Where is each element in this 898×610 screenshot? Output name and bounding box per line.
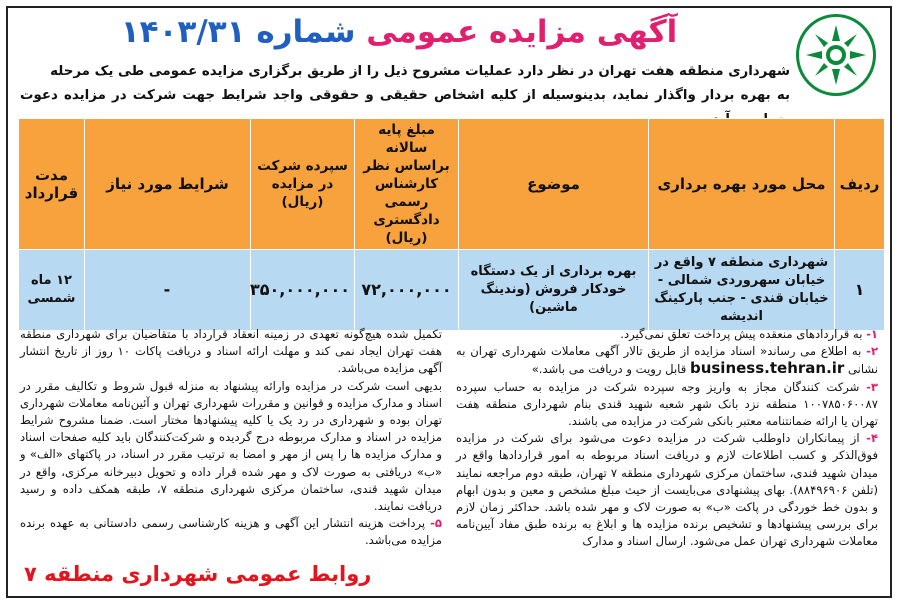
title-number: شماره ۱۴۰۳/۳۱: [120, 14, 356, 50]
header-deposit: سپرده شرکت در مزایده (ریال): [251, 119, 355, 250]
title-main: آگهی مزایده عمومی: [366, 14, 678, 50]
term-item-3: [456, 379, 878, 431]
header-base-price: مبلغ پایه سالانه براساس نظر کارشناس رسمی دادگستری (ریال): [355, 119, 459, 250]
intro-line1: در نظر دارد عملیات مشروح ذیل را از طریق برگزاری مزایده عمومی طی یک مرحله: [50, 64, 599, 79]
tehran-emblem-icon: [804, 23, 868, 87]
header: [8, 8, 890, 60]
header-location: محل مورد بهره برداری: [649, 119, 835, 250]
table-header-row: [19, 119, 885, 250]
term-item-2: [456, 343, 878, 378]
term-item-5: [20, 515, 442, 549]
term-continuation: تکمیل شده هیچ‌گونه تعهدی در زمینه انعقاد قرارداد با متقاضیان برای شهرداری منطقه هفت تهران ایجاد نمی کند و مهلت ارائه اسناد و دریافت پاکات ۱۰ روز از تاریخ انتشار آگهی مزایده می‌باشد.: [20, 327, 442, 376]
municipality-logo: [796, 14, 876, 96]
cell-location: شهرداری منطقه ۷ واقع در خیابان سهروردی شمالی - خیابان قندی - جنب پارکینگ اندیشه: [649, 250, 835, 331]
cell-subject: بهره برداری از یک دستگاه خودکار فروش (وندینگ ماشین): [459, 250, 649, 331]
header-conditions: شرایط مورد نیاز: [85, 119, 251, 250]
term-text: قابل رویت و دریافت می باشد.»: [531, 362, 687, 377]
cell-row-number: ۱: [835, 250, 885, 331]
terms-column-right: [456, 326, 878, 588]
cell-deposit: ۳۵۰,۰۰۰,۰۰۰: [251, 250, 355, 331]
terms-column-left: [20, 326, 442, 588]
term-text: شرکت کنندگان مجاز به واریز وجه سپرده شرکت در مزایده به حساب سپرده ۱۰۰۷۸۵۰۶۰۰۸۷ منطقه نزد بانک شهر شعبه شهید قندی بنام شهرداری منطقه هفت تهران یا ارائه ضمانتنامه معتبر بانکی شرکت در مزایده می باشند.: [456, 379, 878, 429]
auction-table: [18, 118, 885, 331]
term-number: ۵-: [430, 516, 442, 531]
cell-base-price: ۷۲,۰۰۰,۰۰۰: [355, 250, 459, 331]
term-text: پرداخت هزینه انتشار این آگهی و هزینه کارشناسی رسمی دادستانی به عهده برنده مزایده می‌باشد.: [20, 516, 442, 548]
header-row-number: ردیف: [835, 119, 885, 250]
term-item-1: [456, 326, 878, 343]
intro-line2: به بهره بردار واگذار نماید، بدینوسیله از کلیه اشخاص حقیقی و حقوقی واجد شرایط جهت شرکت در مزایده دعوت: [20, 88, 790, 103]
term-text: به اطلاع می رساند« اسناد مزایده از طریق تالار آگهی معاملات شهرداری تهران به نشانی: [456, 344, 878, 377]
page-title: [8, 14, 790, 50]
term-item-4: [456, 430, 878, 550]
term-text: به قراردادهای منعقده پیش پرداخت تعلق نمی‌گیرد.: [620, 327, 863, 341]
term-text: از پیمانکاران داوطلب شرکت در مزایده دعوت می‌شود برای شرکت در مزایده فوق‌الذکر و کسب اطلاعات لازم و دریافت اسناد مربوطه به امور قراردادها واقع در میدان شهید قندی، ساختمان مرکزی شهرداری منطقه ۷ تهران، طبقه دوم مراجعه نمایند (تلفن ۸۸۴۹۶۹۰۶). بهای پیشنهادی می‌بایست از حیث مبلغ مشخص و معین و بدون ابهام و بدون خط خوردگی در پاکت «ب» به صورت لاک و مهر شده باشد. حداکثر زمان لازم برای بررسی پیشنهادها و تشخیص برنده مزایده ها و ابلاغ به برنده طبق مفاد آیین‌نامه معاملات شهرداری تهران عمل می‌شود. ارسال اسناد و مدارک: [456, 431, 878, 549]
term-number: ۱-: [866, 327, 878, 341]
footer-signature: روابط عمومی شهرداری منطقه ۷: [24, 562, 372, 586]
table-row: [19, 250, 885, 331]
term-number: ۳-: [866, 379, 878, 394]
header-duration: مدت قرارداد: [19, 119, 85, 250]
cell-conditions: -: [85, 250, 251, 331]
intro-organization: شهرداری منطقه هفت تهران: [598, 64, 790, 79]
header-subject: موضوع: [459, 119, 649, 250]
term-conditions-paragraph: بدیهی است شرکت در مزایده وارائه پیشنهاد به منزله قبول شروط و تکالیف مقرر در اسناد و مدارک مزایده و قوانین و مقررات شهرداری تهران و آئین‌نامه معاملات شهرداری تهران بوده و شهرداری در رد یک یا کلیه پیشنهادها مختار است. ضمنا مشروح شرایط مزایده در اسناد و مدارک مربوطه درج گردیده و شرکت‌کنندگان باید کلیه صفحات اسناد و مدارک مزایده ها را پس از مهر و امضا به ترتیب مقرر در اسناد، در پاکتهای «الف» و «ب» دریافتی به صورت لاک و مهر شده قرار داده و تحویل دبیرخانه مرکزی، واقع در میدان شهید قندی، ساختمان مرکزی شهرداری منطقه ۷، طبقه همکف داده و رسید دریافت نمایند.: [20, 378, 443, 514]
terms-section: [20, 326, 878, 588]
cell-duration: ۱۲ ماه شمسی: [19, 250, 85, 331]
term-number: ۴-: [866, 431, 879, 446]
website-link[interactable]: business.tehran.ir: [689, 359, 845, 378]
advertisement: [6, 6, 892, 598]
term-number: ۲-: [866, 344, 879, 359]
